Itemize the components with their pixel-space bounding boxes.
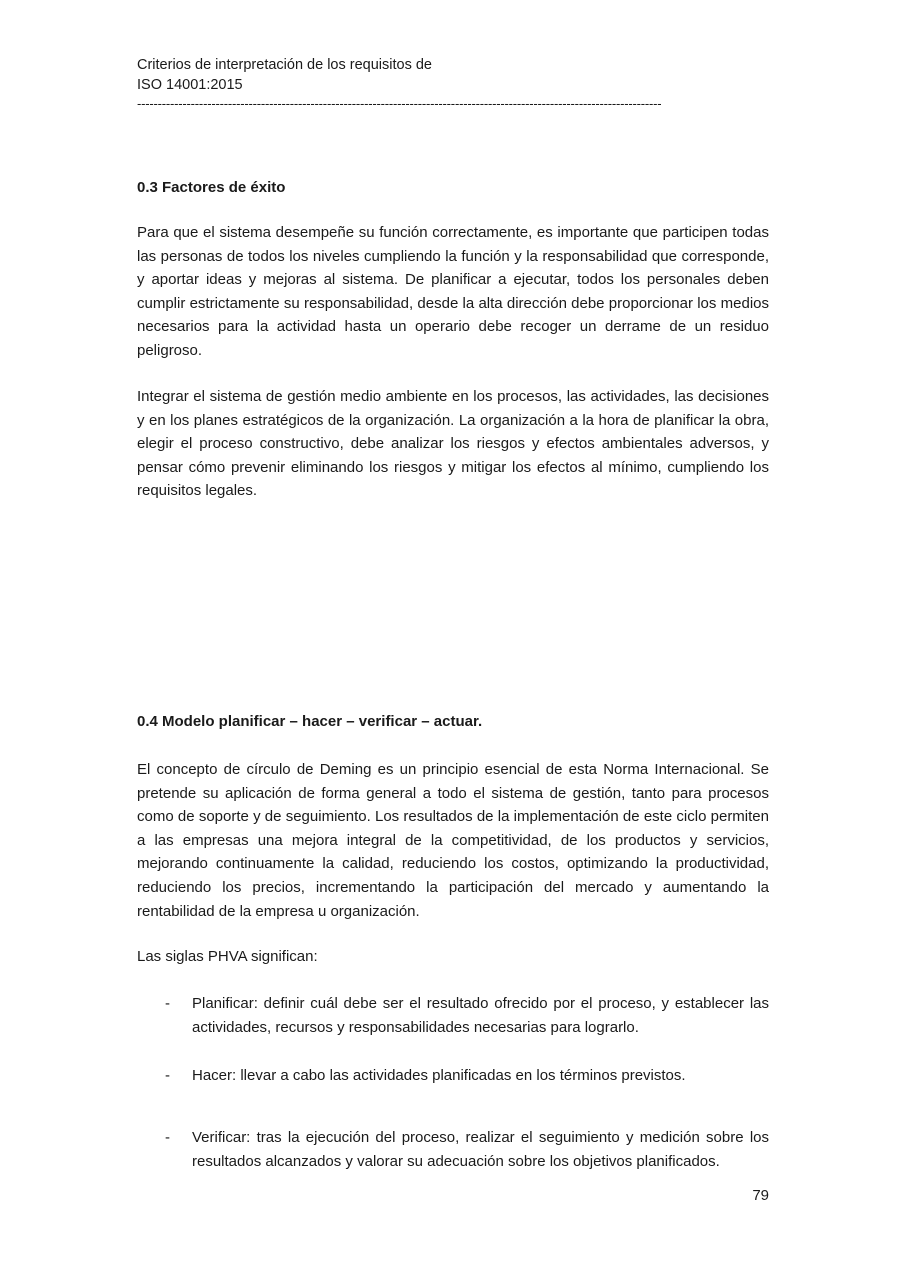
header-title-line1: Criterios de interpretación de los requisitos de [137,57,432,73]
running-header [137,55,769,113]
paragraph: El concepto de círculo de Deming es un principio esencial de esta Norma Internacional. Se pretende su aplicación de forma general a todo el sistema de gestión, tanto para procesos como de soporte y de seguimiento. Los resultados de la implementación de este ciclo permiten a las empresas una mejora integral de la competitividad, de los productos y servicios, mejorando continuamente la calidad, reduciendo los costos, optimizando la productividad, reduciendo los precios, incrementando la participación del mercado y aumentando la rentabilidad de la empresa u organización. [137,761,769,920]
list-item-text: Planificar: definir cuál debe ser el resultado ofrecido por el proceso, y establecer las actividades, recursos y responsabilidades necesarias para lograrlo. [192,995,769,1036]
list-item [137,1126,769,1173]
header-divider: ------------------------------------------------------------------------------------------------------------------------------- [137,96,662,111]
list-item-text: Hacer: llevar a cabo las actividades planificadas en los términos previstos. [192,1067,686,1084]
page-number: 79 [752,1187,769,1204]
paragraph: Para que el sistema desempeñe su función correctamente, es importante que participen todas las personas de todos los niveles cumpliendo la función y la responsabilidad que corresponde, y aportar ideas y mejoras al sistema. De planificar a ejecutar, todos los personales deben cumplir estrictamente su responsabilidad, desde la alta dirección debe proporcionar los medios necesarios para la actividad hasta un operario debe recoger un derrame de un residuo peligroso. [137,224,769,359]
paragraph: Integrar el sistema de gestión medio ambiente en los procesos, las actividades, las decisiones y en los planes estratégicos de la organización. La organización a la hora de planificar la obra, elegir el proceso constructivo, debe analizar los riesgos y efectos ambientales adversos, y pensar cómo prevenir eliminando los riesgos y mitigar los efectos al mínimo, cumpliendo los requisitos legales. [137,388,769,500]
list-dash: - [165,1129,170,1146]
section-heading-0-4: 0.4 Modelo planificar – hacer – verificar – actuar. [137,713,483,730]
section-heading-0-3: 0.3 Factores de éxito [137,179,286,196]
header-title-line2: ISO 14001:2015 [137,77,243,93]
list-intro: Las siglas PHVA significan: [137,948,318,965]
list-item [137,992,769,1039]
list-dash: - [165,1067,170,1084]
list-dash: - [165,995,170,1012]
list-item-text: Verificar: tras la ejecución del proceso, realizar el seguimiento y medición sobre los resultados alcanzados y valorar su adecuación sobre los objetivos planificados. [192,1129,769,1170]
list-item [137,1064,769,1088]
